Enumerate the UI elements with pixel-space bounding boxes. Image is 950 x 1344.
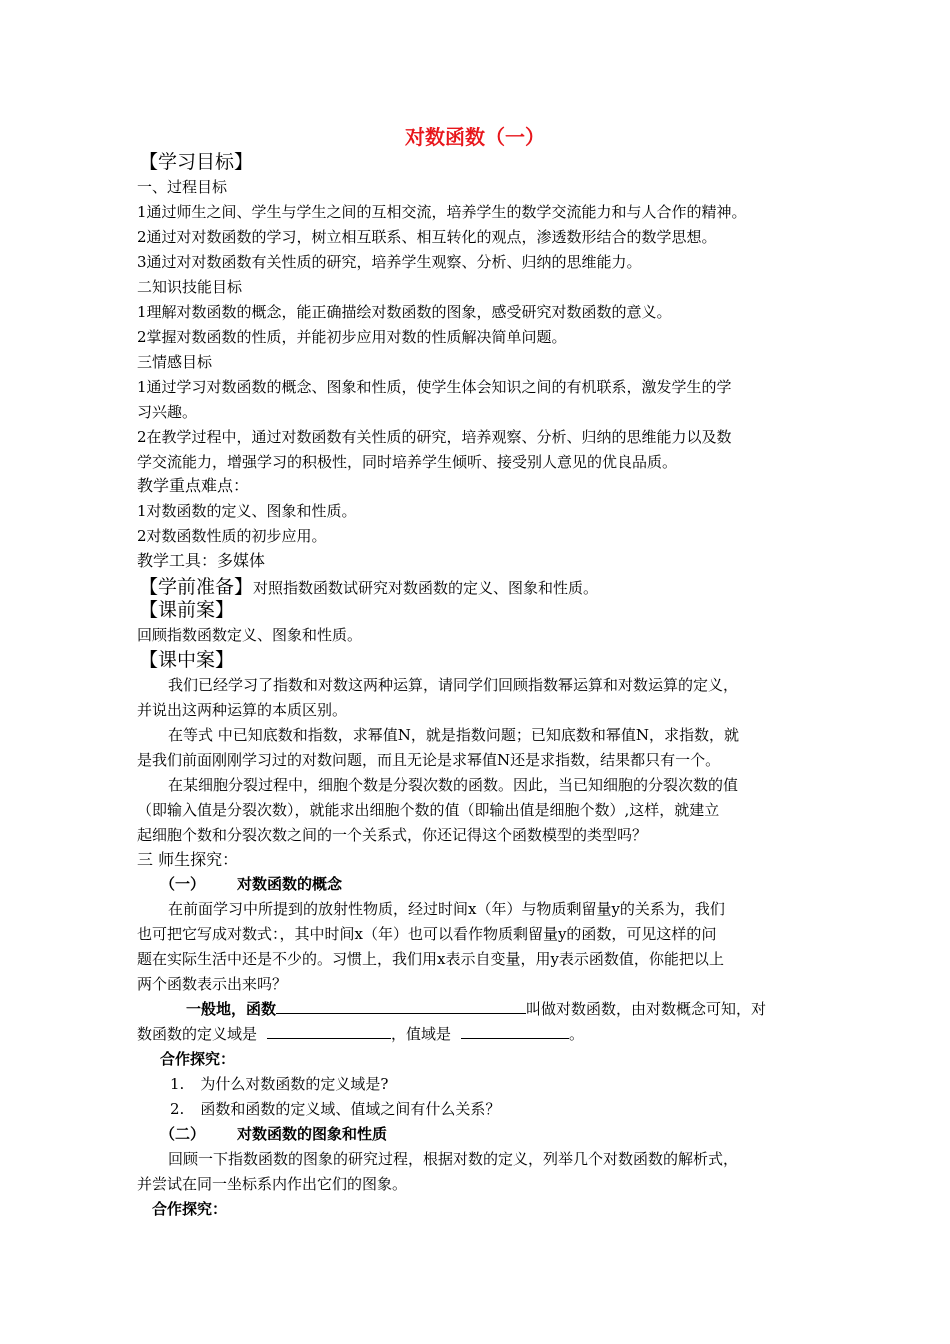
learning-goals-heading: 【学习目标】 — [139, 151, 254, 173]
section-2-heading — [160, 1124, 387, 1144]
section-1-line-4: 两个函数表示出来吗？ — [137, 975, 288, 993]
section-1-heading — [160, 874, 342, 894]
coop-2-heading: 合作探究： — [152, 1200, 228, 1218]
teaching-tools: 教学工具：多媒体 — [137, 551, 266, 570]
section-2-line-1: 回顾一下指数函数的图象的研究过程，根据对数的定义，列举几个对数函数的解析式， — [168, 1150, 739, 1168]
skill-goal-1: 1理解对数函数的概念，能正确描绘对数函数的图象，感受研究对数函数的意义。 — [137, 303, 672, 321]
domain-label: 数函数的定义域是 — [137, 1025, 258, 1043]
process-goals-heading: 一、过程目标 — [137, 178, 228, 196]
explore-heading: 三 师生探究： — [137, 850, 239, 869]
definition-line-2 — [137, 1024, 584, 1044]
coop-item-2-number: 2. — [170, 1100, 185, 1118]
prep-line — [139, 575, 598, 599]
prep-text: 对照指数函数试研究对数函数的定义、图象和性质。 — [253, 579, 599, 597]
pre-class-heading: 【课前案】 — [139, 599, 235, 621]
function-blank[interactable] — [276, 999, 526, 1014]
section-2-title: 对数函数的图象和性质 — [237, 1125, 388, 1143]
in-class-p2-line1: 在等式 中已知底数和指数，求幂值N，就是指数问题；已知底数和幂值N，求指数，就 — [168, 726, 740, 744]
emotion-goal-line-1: 1通过学习对数函数的概念、图象和性质，使学生体会知识之间的有机联系，激发学生的学 — [137, 378, 732, 396]
in-class-p1-line1: 我们已经学习了指数和对数这两种运算，请同学们回顾指数幂运算和对数运算的定义， — [168, 676, 739, 694]
range-blank[interactable] — [461, 1024, 569, 1039]
emotion-goal-line-3: 2在教学过程中，通过对数函数有关性质的研究，培养观察、分析、归纳的思维能力以及数 — [137, 428, 732, 446]
section-2-number: （二） — [160, 1125, 206, 1143]
definition-end: 。 — [569, 1025, 585, 1043]
key-points-heading: 教学重点难点： — [137, 476, 250, 495]
coop-item-1-number: 1. — [170, 1075, 185, 1093]
process-goal-2: 2通过对对数函数的学习，树立相互联系、相互转化的观点，渗透数形结合的数学思想。 — [137, 228, 717, 246]
process-goal-1: 1通过师生之间、学生与学生之间的互相交流，培养学生的数学交流能力和与人合作的精神。 — [137, 203, 747, 221]
range-label: ，值域是 — [391, 1025, 452, 1043]
section-1-number: （一） — [160, 875, 206, 893]
document-title: 对数函数（一） — [405, 125, 545, 149]
section-1-line-2: 也可把它写成对数式：，其中时间x（年）也可以看作物质剩留量y的函数，可见这样的问 — [137, 925, 717, 943]
skill-goal-2: 2掌握对数函数的性质，并能初步应用对数的性质解决简单问题。 — [137, 328, 567, 346]
definition-line-1 — [186, 999, 766, 1019]
definition-lead: 一般地，函数 — [186, 1000, 277, 1018]
emotion-goal-line-4: 学交流能力，增强学习的积极性，同时培养学生倾听、接受别人意见的优良品质。 — [137, 453, 678, 471]
section-1-line-1: 在前面学习中所提到的放射性物质，经过时间x（年）与物质剩留量y的关系为，我们 — [168, 900, 725, 918]
coop-item-2-text: 函数和函数的定义域、值域之间有什么关系？ — [200, 1100, 501, 1118]
in-class-p3-line1: 在某细胞分裂过程中，细胞个数是分裂次数的函数。因此，当已知细胞的分裂次数的值 — [168, 776, 739, 794]
definition-mid: 叫做对数函数，由对数概念可知，对 — [526, 1000, 767, 1018]
coop-item-1-text: 为什么对数函数的定义域是? — [200, 1075, 389, 1093]
section-1-title: 对数函数的概念 — [237, 875, 343, 893]
skill-goals-heading: 二知识技能目标 — [137, 278, 243, 296]
key-point-2: 2对数函数性质的初步应用。 — [137, 527, 327, 545]
in-class-p3-line3: 起细胞个数和分裂次数之间的一个关系式，你还记得这个函数模型的类型吗？ — [137, 826, 648, 844]
emotion-goals-heading: 三情感目标 — [137, 353, 213, 371]
prep-heading: 【学前准备】 — [139, 576, 254, 598]
key-point-1: 1对数函数的定义、图象和性质。 — [137, 502, 357, 520]
coop-heading: 合作探究： — [160, 1050, 236, 1068]
in-class-heading: 【课中案】 — [139, 649, 235, 671]
section-2-line-2: 并尝试在同一坐标系内作出它们的图象。 — [137, 1175, 408, 1193]
domain-blank[interactable] — [267, 1024, 391, 1039]
coop-item-1 — [170, 1074, 388, 1094]
process-goal-3: 3通过对对数函数有关性质的研究，培养学生观察、分析、归纳的思维能力。 — [137, 253, 642, 271]
coop-item-2 — [170, 1099, 500, 1119]
emotion-goal-line-2: 习兴趣。 — [137, 403, 198, 421]
in-class-p1-line2: 并说出这两种运算的本质区别。 — [137, 701, 348, 719]
pre-class-text: 回顾指数函数定义、图象和性质。 — [137, 626, 363, 644]
in-class-p3-line2: （即输入值是分裂次数），就能求出细胞个数的值（即输出值是细胞个数）,这样，就建立 — [137, 801, 720, 819]
in-class-p2-line2: 是我们前面刚刚学习过的对数问题，而且无论是求幂值N还是求指数，结果都只有一个。 — [137, 751, 721, 769]
section-1-line-3: 题在实际生活中还是不少的。习惯上，我们用x表示自变量，用y表示函数值，你能把以上 — [137, 950, 724, 968]
